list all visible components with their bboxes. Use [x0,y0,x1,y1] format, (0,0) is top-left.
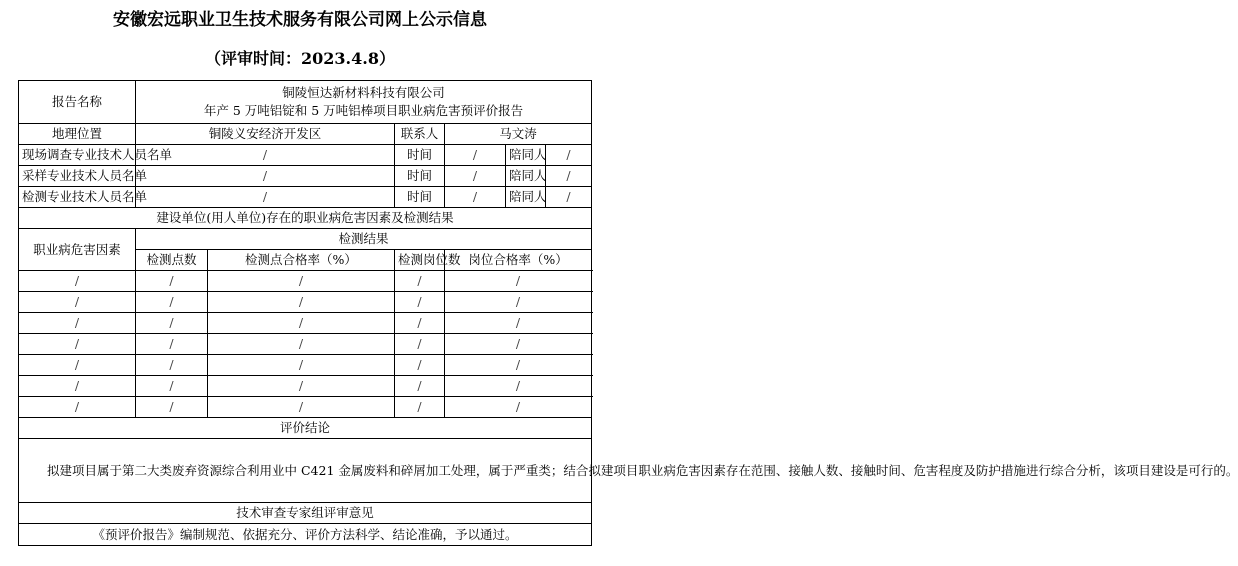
column-header-points: 检测点数 [136,250,208,271]
report-project: 年产 5 万吨铝锭和 5 万吨铝棒项目职业病危害预评价报告 [203,103,524,118]
hazard-factor-cell: / [19,355,136,376]
staff-value: / [136,166,395,187]
post-rate-cell: / [445,292,592,313]
time-value: / [445,166,506,187]
points-cell: / [136,313,208,334]
results-header: 检测结果 [136,229,592,250]
table-row [19,376,592,397]
disclosure-table [18,80,1238,546]
post-rate-cell: / [445,271,592,292]
escort-label: 陪同人 [506,166,546,187]
table-row [19,292,592,313]
points-cell: / [136,397,208,418]
time-label: 时间 [395,145,445,166]
points-cell: / [136,376,208,397]
escort-label: 陪同人 [506,145,546,166]
report-company: 铜陵恒达新材料科技有限公司 [282,85,445,100]
time-label: 时间 [395,187,445,208]
points-cell: / [136,292,208,313]
time-value: / [445,145,506,166]
conclusion-text: 拟建项目属于第二大类废弃资源综合利用业中 C421 金属废料和碎屑加工处理，属于严重类；结合拟建项目职业病危害因素存在范围、接触人数、接触时间、危害程度及防护措施进行综合分析，该项目建设是可行的。 [19,439,592,503]
review-text: 《预评价报告》编制规范、依据充分、评价方法科学、结论准确，予以通过。 [19,524,592,546]
staff-value: / [136,187,395,208]
staff-label: 现场调查专业技术人员名单 [19,145,136,166]
page-title: 安徽宏远职业卫生技术服务有限公司网上公示信息 [113,10,487,30]
hazard-factor-cell: / [19,376,136,397]
hazard-section-heading: 建设单位(用人单位)存在的职业病危害因素及检测结果 [19,208,592,229]
point-rate-cell: / [208,376,395,397]
time-label: 时间 [395,166,445,187]
contact-label: 联系人 [395,124,445,145]
hazard-factor-cell: / [19,292,136,313]
location-value: 铜陵义安经济开发区 [136,124,395,145]
posts-cell: / [395,271,445,292]
table-row [19,334,592,355]
point-rate-cell: / [208,397,395,418]
posts-cell: / [395,376,445,397]
table-row [19,397,592,418]
review-date: （评审时间：2023.4.8） [205,49,395,68]
time-value: / [445,187,506,208]
point-rate-cell: / [208,355,395,376]
column-header-post-rate: 岗位合格率（%） [445,250,592,271]
post-rate-cell: / [445,397,592,418]
hazard-factor-cell: / [19,397,136,418]
posts-cell: / [395,313,445,334]
escort-value: / [546,166,592,187]
post-rate-cell: / [445,355,592,376]
contact-value: 马文涛 [445,124,592,145]
points-cell: / [136,355,208,376]
table-row [19,313,592,334]
column-header-posts: 检测岗位数 [395,250,445,271]
column-header-point-rate: 检测点合格率（%） [208,250,395,271]
post-rate-cell: / [445,334,592,355]
posts-cell: / [395,355,445,376]
hazard-factor-cell: / [19,271,136,292]
conclusion-heading: 评价结论 [19,418,592,439]
hazard-factor-cell: / [19,334,136,355]
point-rate-cell: / [208,292,395,313]
staff-label: 检测专业技术人员名单 [19,187,136,208]
point-rate-cell: / [208,334,395,355]
points-cell: / [136,334,208,355]
table-row [19,355,592,376]
review-heading: 技术审查专家组评审意见 [19,503,592,524]
staff-row-testing [19,187,592,208]
points-cell: / [136,271,208,292]
report-name-label: 报告名称 [19,81,136,124]
staff-label: 采样专业技术人员名单 [19,166,136,187]
report-name-cell [136,81,592,124]
posts-cell: / [395,292,445,313]
posts-cell: / [395,334,445,355]
table-row [19,271,592,292]
location-label: 地理位置 [19,124,136,145]
escort-value: / [546,145,592,166]
post-rate-cell: / [445,376,592,397]
staff-value: / [136,145,395,166]
staff-row-survey [19,145,592,166]
escort-value: / [546,187,592,208]
point-rate-cell: / [208,313,395,334]
staff-row-sampling [19,166,592,187]
point-rate-cell: / [208,271,395,292]
hazard-factor-cell: / [19,313,136,334]
post-rate-cell: / [445,313,592,334]
hazard-factor-header: 职业病危害因素 [19,229,136,271]
posts-cell: / [395,397,445,418]
escort-label: 陪同人 [506,187,546,208]
